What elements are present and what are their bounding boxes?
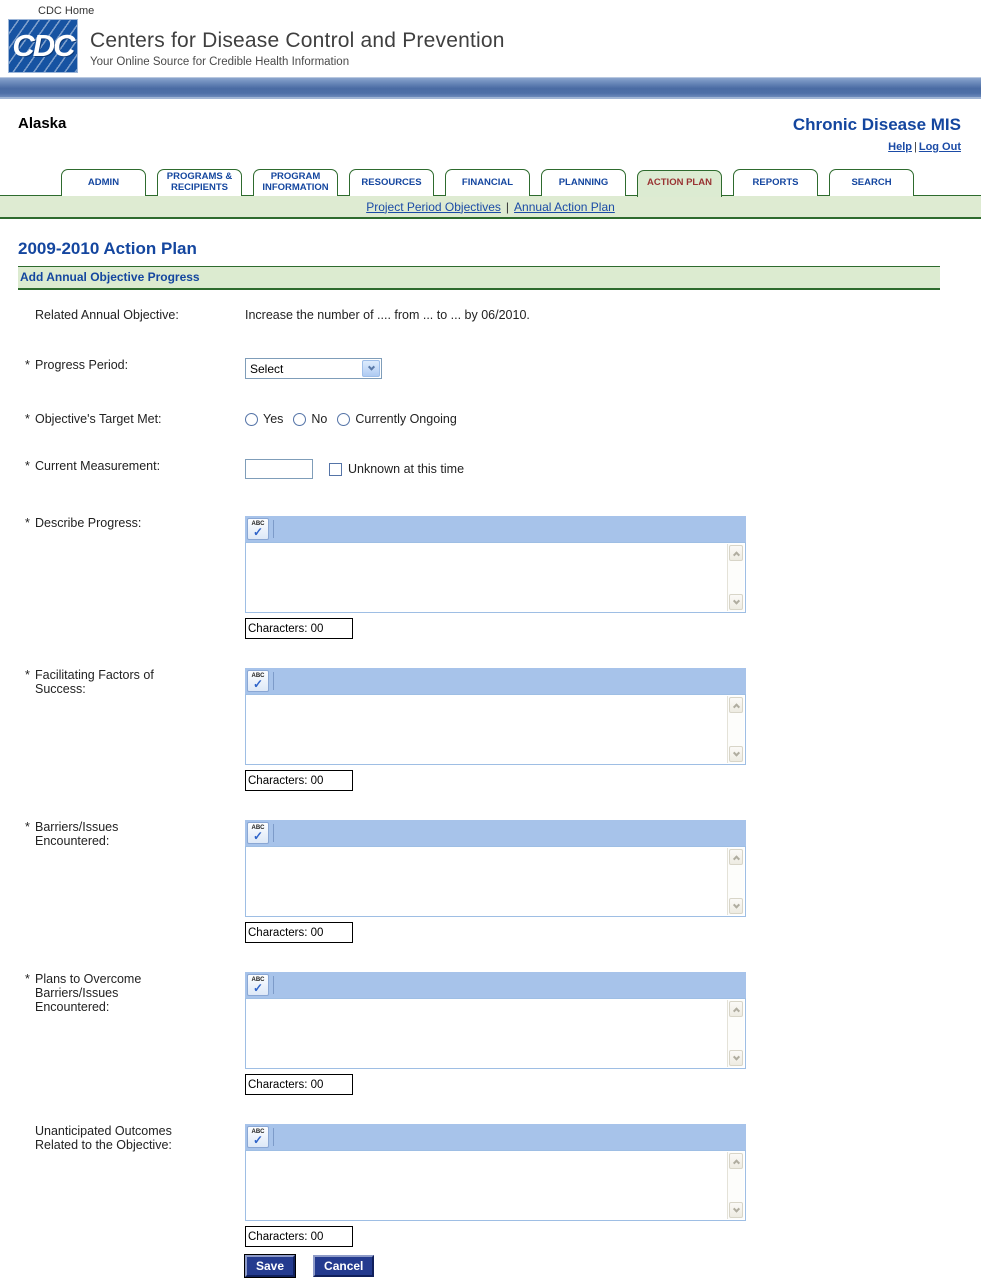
logout-link[interactable]: Log Out: [918, 141, 961, 153]
help-link[interactable]: Help: [888, 141, 912, 153]
barriers-issues-textarea[interactable]: [246, 847, 745, 916]
state-name: Alaska: [18, 115, 67, 132]
toolbar-divider: [273, 672, 274, 690]
required-marker: *: [25, 972, 30, 986]
barriers-issues-label: Barriers/Issues Encountered:: [35, 820, 119, 848]
progress-period-label: Progress Period:: [35, 358, 129, 372]
required-marker: *: [25, 358, 30, 372]
scroll-up-icon[interactable]: [729, 1153, 743, 1169]
related-objective-label: Related Annual Objective:: [35, 308, 179, 322]
required-marker: *: [25, 668, 30, 682]
progress-period-select[interactable]: [245, 358, 382, 379]
chevron-down-icon[interactable]: [362, 360, 380, 377]
facilitating-factors-textarea[interactable]: [246, 695, 745, 764]
editor-toolbar: [245, 516, 746, 542]
scrollbar[interactable]: [727, 696, 744, 763]
tab-planning[interactable]: PLANNING: [541, 169, 626, 196]
tab-financial[interactable]: FINANCIAL: [445, 169, 530, 196]
scroll-down-icon[interactable]: [729, 594, 743, 610]
link-separator: |: [913, 141, 917, 153]
app-title: Chronic Disease MIS: [792, 115, 961, 134]
plans-overcome-textarea[interactable]: [246, 999, 745, 1068]
scroll-down-icon[interactable]: [729, 1050, 743, 1066]
unanticipated-outcomes-textarea[interactable]: [246, 1151, 745, 1220]
unanticipated-outcomes-row: [18, 1124, 940, 1277]
target-met-yes-radio[interactable]: [245, 413, 258, 426]
org-tagline: Your Online Source for Credible Health Information: [90, 56, 350, 68]
spellcheck-icon[interactable]: ABC ✓: [247, 1126, 269, 1148]
scrollbar[interactable]: [727, 848, 744, 915]
scroll-up-icon[interactable]: [729, 1001, 743, 1017]
subnav-link-annual-action-plan[interactable]: Annual Action Plan: [514, 199, 615, 214]
session-links: [793, 141, 961, 153]
describe-progress-row: [18, 516, 940, 639]
banner-bar: [0, 77, 981, 99]
describe-progress-textarea[interactable]: [246, 543, 745, 612]
char-count: Characters: 00: [245, 922, 353, 943]
related-objective-value: Increase the number of .... from ... to ... by 06/2010.: [245, 308, 530, 322]
unanticipated-outcomes-label: Unanticipated Outcomes Related to the Objective:: [35, 1124, 172, 1152]
tab-action-plan[interactable]: ACTION PLAN: [637, 170, 722, 197]
related-objective-row: [18, 308, 940, 322]
scroll-down-icon[interactable]: [729, 898, 743, 914]
char-count: Characters: 00: [245, 1226, 353, 1247]
describe-progress-label: Describe Progress:: [35, 516, 142, 530]
scroll-up-icon[interactable]: [729, 545, 743, 561]
toolbar-divider: [273, 976, 274, 994]
cdc-logo[interactable]: CDC: [8, 19, 78, 73]
facilitating-factors-row: [18, 668, 940, 791]
required-marker: *: [25, 459, 30, 473]
scroll-down-icon[interactable]: [729, 1202, 743, 1218]
tab-program-information[interactable]: PROGRAM INFORMATION: [253, 169, 338, 196]
scroll-down-icon[interactable]: [729, 746, 743, 762]
tab-programs-recipients[interactable]: PROGRAMS & RECIPIENTS: [157, 169, 242, 196]
tab-search[interactable]: SEARCH: [829, 169, 914, 196]
save-button[interactable]: Save: [245, 1255, 295, 1277]
main-nav-tabs: [0, 169, 981, 196]
char-count: Characters: 00: [245, 618, 353, 639]
current-measurement-input[interactable]: [245, 459, 313, 479]
spellcheck-icon[interactable]: ABC ✓: [247, 518, 269, 540]
cdc-header: [0, 0, 981, 99]
toolbar-divider: [273, 1128, 274, 1146]
target-met-no-label: No: [311, 412, 328, 426]
tab-resources[interactable]: RESOURCES: [349, 169, 434, 196]
target-met-no-radio[interactable]: [293, 413, 306, 426]
target-met-row: [18, 412, 940, 426]
cdc-home-link[interactable]: CDC Home: [38, 5, 95, 17]
char-count: Characters: 00: [245, 770, 353, 791]
current-measurement-label: Current Measurement:: [35, 459, 161, 473]
subnav-bar: [0, 195, 981, 219]
scroll-up-icon[interactable]: [729, 849, 743, 865]
target-met-yes-label: Yes: [263, 412, 284, 426]
editor-toolbar: [245, 668, 746, 694]
scrollbar[interactable]: [727, 1000, 744, 1067]
main-content: [0, 219, 981, 1277]
scrollbar[interactable]: [727, 1152, 744, 1219]
target-met-ongoing-radio[interactable]: [337, 413, 350, 426]
editor-toolbar: [245, 1124, 746, 1150]
spellcheck-icon[interactable]: ABC ✓: [247, 974, 269, 996]
page-title: 2009-2010 Action Plan: [18, 239, 197, 258]
scroll-up-icon[interactable]: [729, 697, 743, 713]
barriers-issues-row: [18, 820, 940, 943]
target-met-label: Objective's Target Met:: [35, 412, 162, 426]
progress-period-selected-value: Select: [250, 361, 284, 376]
unknown-checkbox-label: Unknown at this time: [348, 462, 465, 476]
masthead: [0, 99, 981, 153]
facilitating-factors-label: Facilitating Factors of Success:: [35, 668, 154, 696]
spellcheck-icon[interactable]: ABC ✓: [247, 670, 269, 692]
unknown-checkbox[interactable]: [329, 463, 342, 476]
required-marker: *: [25, 820, 30, 834]
plans-overcome-row: [18, 972, 940, 1095]
editor-toolbar: [245, 820, 746, 846]
char-count: Characters: 00: [245, 1074, 353, 1095]
scrollbar[interactable]: [727, 544, 744, 611]
tab-admin[interactable]: ADMIN: [61, 169, 146, 196]
org-name: Centers for Disease Control and Prevention: [90, 29, 505, 52]
current-measurement-row: [18, 459, 940, 479]
required-marker: *: [25, 412, 30, 426]
subnav-link-project-period-objectives[interactable]: Project Period Objectives: [366, 199, 501, 214]
editor-toolbar: [245, 972, 746, 998]
progress-period-row: [18, 358, 940, 379]
plans-overcome-label: Plans to Overcome Barriers/Issues Encountered:: [35, 972, 142, 1014]
toolbar-divider: [273, 824, 274, 842]
required-marker: *: [25, 516, 30, 530]
section-header: Add Annual Objective Progress: [18, 266, 940, 290]
spellcheck-icon[interactable]: ABC ✓: [247, 822, 269, 844]
cancel-button[interactable]: Cancel: [313, 1255, 374, 1277]
tab-reports[interactable]: REPORTS: [733, 169, 818, 196]
toolbar-divider: [273, 520, 274, 538]
subnav-separator: |: [505, 199, 510, 214]
target-met-ongoing-label: Currently Ongoing: [355, 412, 457, 426]
